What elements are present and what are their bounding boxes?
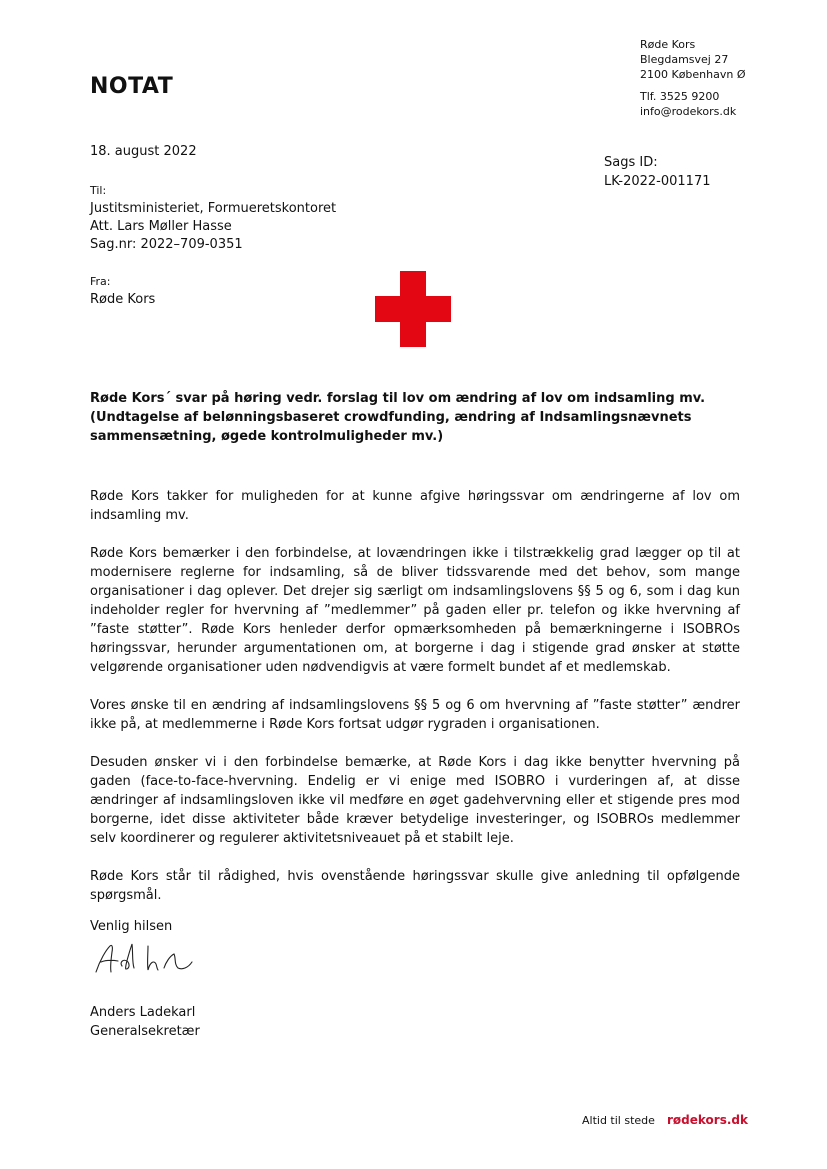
document-date: 18. august 2022 bbox=[90, 144, 197, 159]
paragraph: Røde Kors takker for muligheden for at kunne afgive høringssvar om ændringerne af lov om indsamling mv. bbox=[90, 489, 740, 523]
signer-block bbox=[90, 1003, 200, 1041]
red-cross-icon bbox=[375, 271, 451, 347]
sender-block-name: Røde Kors bbox=[90, 292, 156, 307]
paragraph: Røde Kors står til rådighed, hvis ovenstående høringssvar skulle give anledning til opfølgende spørgsmål. bbox=[90, 869, 740, 903]
closing: Venlig hilsen bbox=[90, 919, 173, 934]
recipient-label: Til: bbox=[90, 184, 107, 197]
recipient-line-1: Justitsministeriet, Formueretskontoret bbox=[90, 201, 337, 216]
handwritten-signature bbox=[92, 938, 204, 978]
case-id bbox=[604, 153, 711, 191]
document-type: NOTAT bbox=[90, 74, 174, 99]
paragraph: Røde Kors bemærker i den forbindelse, at lovændringen ikke i tilstrækkelig grad lægger op til at modernisere reglerne for indsamling, så de bliver tidssvarende med det behov, som mange organisationer i dag oplever. Det drejer sig særligt om indsamlingslovens §§ 5 og 6, som i dag kun indeholder regler for hvervning af ”medlemmer” på gaden eller pr. telefon og ikke hvervning af ”faste støtter”. Røde Kors henleder derfor opmærksomheden på bemærkningerne i ISOBROs høringssvar, herunder argumentationen om, at borgerne i dag i stigende grad ønsker at støtte velgørende organisationer uden nødvendigvis at være formelt bundet af et medlemskab. bbox=[90, 546, 740, 675]
case-id-value: LK-2022-001171 bbox=[604, 174, 711, 189]
recipient-line-3: Sag.nr: 2022–709-0351 bbox=[90, 237, 243, 252]
sender-name: Røde Kors bbox=[640, 38, 696, 51]
signer-name: Anders Ladekarl bbox=[90, 1005, 196, 1020]
sender-label: Fra: bbox=[90, 275, 111, 288]
paragraph: Desuden ønsker vi i den forbindelse bemærke, at Røde Kors i dag ikke benytter hvervning på gaden (face-to-face-hvervning. Endelig er vi enige med ISOBRO i vurderingen af, at disse ændringer af indsamlingsloven ikke vil medføre en øget gadehvervning eller et stigende pres mod borgerne, idet disse aktiviteter både kræver betydelige investeringer, og ISOBROs medlemmer selv koordinerer og regulerer aktivitetsniveauet på et stabilt leje. bbox=[90, 755, 740, 846]
sender-contact bbox=[640, 89, 736, 119]
recipient-line-2: Att. Lars Møller Hasse bbox=[90, 219, 232, 234]
footer-brand-link[interactable]: rødekors.dk bbox=[667, 1113, 748, 1127]
sender-city: 2100 København Ø bbox=[640, 68, 746, 81]
subject-heading: Røde Kors´ svar på høring vedr. forslag til lov om ændring af lov om indsamling mv. (Undtagelse af belønningsbaseret crowdfunding, ændring af Indsamlingsnævnets sammensætning, øgede kontrolmuligheder mv.) bbox=[90, 391, 706, 444]
sender-street: Blegdamsvej 27 bbox=[640, 53, 729, 66]
case-id-label: Sags ID: bbox=[604, 155, 658, 170]
signer-title: Generalsekretær bbox=[90, 1024, 200, 1039]
recipient-block bbox=[90, 182, 336, 254]
footer-tagline: Altid til stede bbox=[582, 1114, 655, 1127]
sender-address bbox=[640, 37, 746, 82]
sender-phone: Tlf. 3525 9200 bbox=[640, 90, 720, 103]
sender-email[interactable]: info@rodekors.dk bbox=[640, 105, 737, 118]
letter-body bbox=[90, 487, 740, 924]
paragraph: Vores ønske til en ændring af indsamlingslovens §§ 5 og 6 om hvervning af ”faste støtter” ændrer ikke på, at medlemmerne i Røde Kors fortsat udgør rygraden i organisationen. bbox=[90, 698, 740, 732]
sender-block bbox=[90, 273, 155, 309]
